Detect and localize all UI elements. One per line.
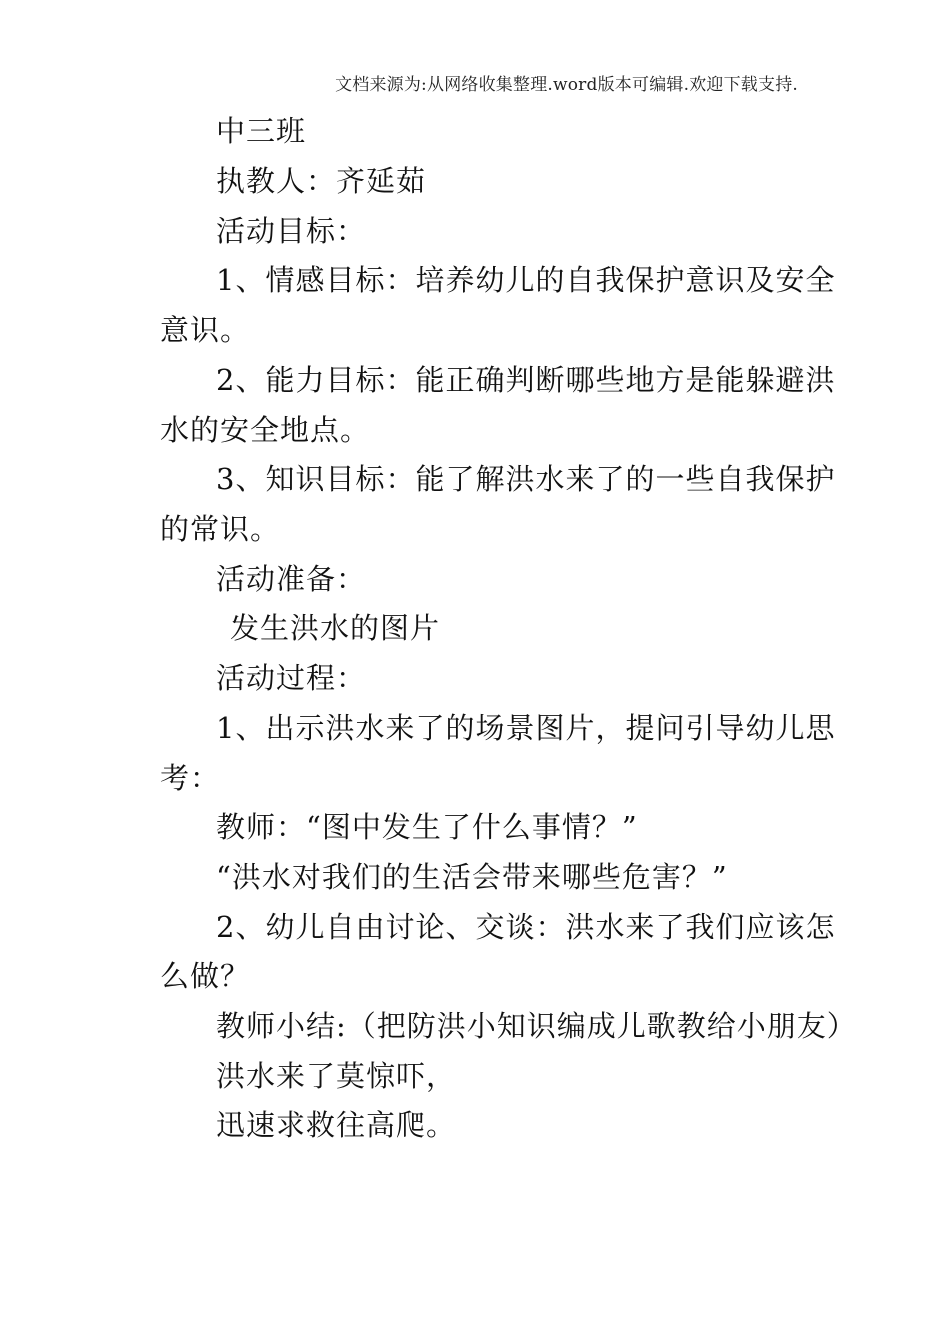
step-1-line-2: 考：: [160, 761, 221, 795]
goal-1-line-1: 1、情感目标：培养幼儿的自我保护意识及安全: [216, 263, 836, 297]
header-note: 文档来源为:从网络收集整理.word版本可编辑.欢迎下载支持.: [335, 75, 798, 95]
teacher-name: 执教人：齐延茹: [216, 164, 427, 198]
goal-3-line-2: 的常识。: [160, 512, 281, 546]
rhyme-line-2: 迅速求救往高爬。: [216, 1108, 457, 1142]
step-1-line-1: 1、出示洪水来了的场景图片，提问引导幼儿思: [216, 711, 836, 745]
prep-item: 发生洪水的图片: [230, 611, 441, 645]
class-name: 中三班: [216, 114, 307, 148]
teacher-question-1: 教师：“图中发生了什么事情？”: [216, 810, 638, 844]
process-heading: 活动过程：: [216, 661, 367, 695]
teacher-question-2: “洪水对我们的生活会带来哪些危害？”: [216, 860, 728, 894]
step-2-line-2: 么做？: [160, 959, 251, 993]
teacher-summary: 教师小结:（把防洪小知识编成儿歌教给小朋友）: [216, 1009, 857, 1043]
goal-2-line-1: 2、能力目标：能正确判断哪些地方是能躲避洪: [216, 363, 836, 397]
prep-heading: 活动准备：: [216, 562, 367, 596]
goals-heading: 活动目标：: [216, 214, 367, 248]
rhyme-line-1: 洪水来了莫惊吓，: [216, 1059, 457, 1093]
goal-1-line-2: 意识。: [160, 313, 251, 347]
goal-3-line-1: 3、知识目标：能了解洪水来了的一些自我保护: [216, 462, 836, 496]
step-2-line-1: 2、幼儿自由讨论、交谈：洪水来了我们应该怎: [216, 910, 836, 944]
goal-2-line-2: 水的安全地点。: [160, 413, 371, 447]
